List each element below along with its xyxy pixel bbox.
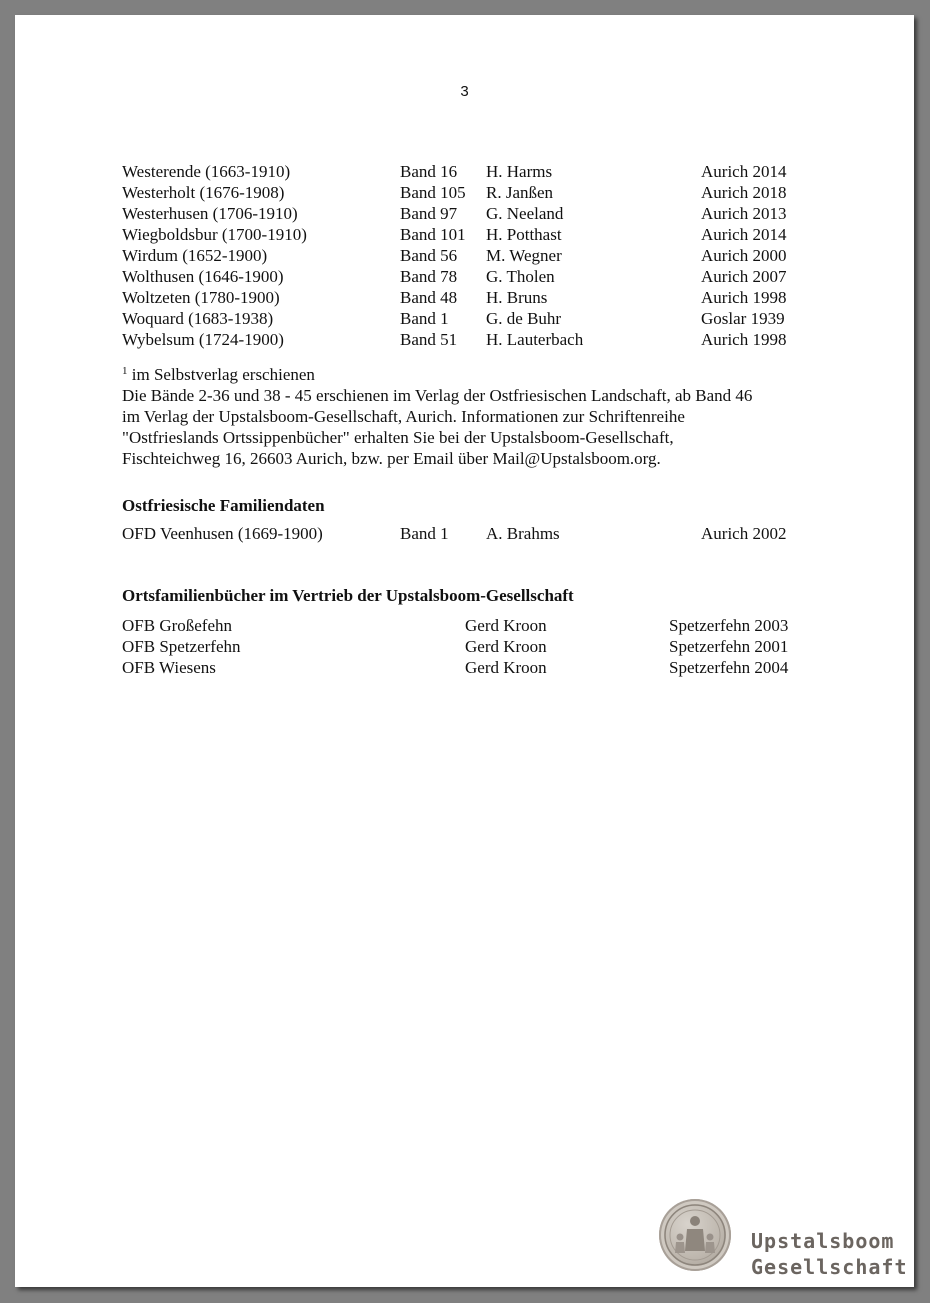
band-cell: Band 56 [400,246,458,265]
table-row [122,523,822,544]
table-row [122,329,822,350]
society-logo [659,1199,908,1279]
band-cell: Band 48 [400,288,458,307]
author-cell: Gerd Kroon [465,616,547,635]
logo-text-line: Upstalsboom [751,1229,895,1253]
table-row [122,657,822,678]
place-cell: Westerhusen (1706-1910) [122,204,298,223]
band-cell: Band 1 [400,524,449,543]
author-cell: Gerd Kroon [465,658,547,677]
section-heading-familiendaten: Ostfriesische Familiendaten [122,496,325,515]
band-cell: Band 16 [400,162,458,181]
publisher-note-line: "Ostfrieslands Ortssippenbücher" erhalten Sie bei der Upstalsboom-Gesellschaft, [122,428,674,447]
table-row [122,287,822,308]
table-row [122,224,822,245]
publication-cell: Aurich 2014 [701,162,787,181]
table-row [122,161,822,182]
document-page [15,15,914,1287]
publication-cell: Aurich 2007 [701,267,787,286]
publication-cell: Aurich 2014 [701,225,787,244]
publication-cell: Spetzerfehn 2001 [669,637,789,656]
place-cell: Westerende (1663-1910) [122,162,291,181]
publication-cell: Goslar 1939 [701,309,785,328]
place-cell: Woquard (1683-1938) [122,309,274,328]
band-cell: Band 51 [400,330,458,349]
author-cell: M. Wegner [486,246,562,265]
table-row [122,245,822,266]
publication-cell: Aurich 2002 [701,524,787,543]
place-cell: OFB Großefehn [122,616,233,635]
author-cell: H. Potthast [486,225,562,244]
publication-cell: Aurich 2013 [701,204,787,223]
author-cell: A. Brahms [486,524,560,543]
table-row [122,266,822,287]
section-heading-ortsfamilienbuecher: Ortsfamilienbücher im Vertrieb der Upstalsboom-Gesellschaft [122,586,574,605]
logo-text-line: Gesellschaft [751,1255,908,1279]
footnote-block [122,364,812,469]
seal-icon [659,1199,731,1271]
place-cell: OFB Wiesens [122,658,216,677]
author-cell: H. Bruns [486,288,548,307]
place-cell: Wiegboldsbur (1700-1910) [122,225,307,244]
band-cell: Band 1 [400,309,449,328]
place-cell: Woltzeten (1780-1900) [122,288,280,307]
table-row [122,203,822,224]
place-cell: Wirdum (1652-1900) [122,246,268,265]
table-row [122,615,822,636]
place-cell: OFD Veenhusen (1669-1900) [122,524,323,543]
place-cell: Westerholt (1676-1908) [122,183,285,202]
footnote-marker: 1 [122,365,128,377]
band-cell: Band 97 [400,204,458,223]
author-cell: G. Tholen [486,267,555,286]
author-cell: Gerd Kroon [465,637,547,656]
author-cell: H. Lauterbach [486,330,584,349]
author-cell: G. de Buhr [486,309,562,328]
publication-cell: Aurich 1998 [701,330,787,349]
publisher-note-line: im Verlag der Upstalsboom-Gesellschaft, Aurich. Informationen zur Schriftenreihe [122,407,685,426]
publication-cell: Aurich 2000 [701,246,787,265]
footnote-text: im Selbstverlag erschienen [127,365,315,384]
publication-cell: Spetzerfehn 2004 [669,658,789,677]
author-cell: G. Neeland [486,204,564,223]
publication-cell: Aurich 2018 [701,183,787,202]
place-cell: Wybelsum (1724-1900) [122,330,284,349]
band-cell: Band 101 [400,225,466,244]
band-cell: Band 105 [400,183,466,202]
place-cell: Wolthusen (1646-1900) [122,267,284,286]
author-cell: H. Harms [486,162,553,181]
publisher-note-line: Die Bände 2-36 und 38 - 45 erschienen im Verlag der Ostfriesischen Landschaft, ab Band 46 [122,386,753,405]
author-cell: R. Janßen [486,183,554,202]
band-cell: Band 78 [400,267,458,286]
table-row [122,182,822,203]
publisher-note-line: Fischteichweg 16, 26603 Aurich, bzw. per Email über Mail@Upstalsboom.org. [122,449,661,468]
footnote-line [122,364,812,385]
publication-cell: Aurich 1998 [701,288,787,307]
place-cell: OFB Spetzerfehn [122,637,241,656]
table-row [122,308,822,329]
publication-cell: Spetzerfehn 2003 [669,616,789,635]
page-number: 3 [460,83,469,100]
table-row [122,636,822,657]
